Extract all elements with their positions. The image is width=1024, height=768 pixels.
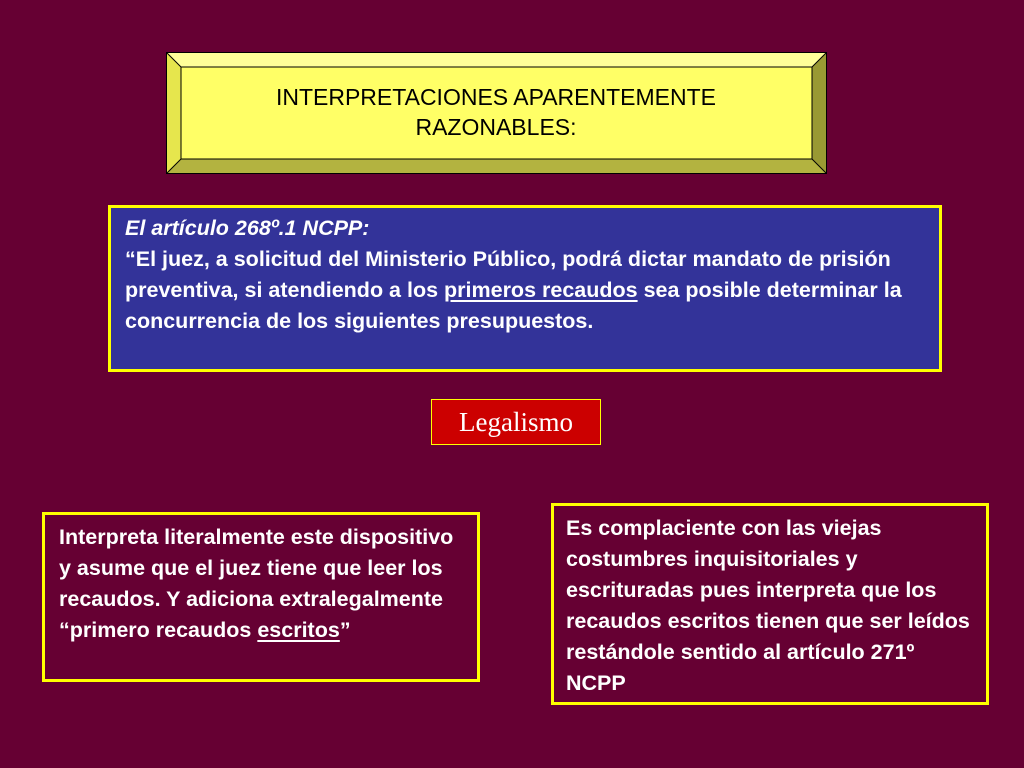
article-quote [125,244,929,337]
page-title-text: INTERPRETACIONES APARENTEMENTE RAZONABLES: [275,84,717,140]
left-note-closing: ” [339,618,351,642]
page-title [180,66,812,158]
article-quote-start: “El juez, a solicitud del Ministerio Público, podrá dictar mandato de prisión preventiva, si atendiendo a los [125,247,891,302]
article-quote-box [108,205,942,372]
left-note-underlined: escritos [257,618,340,642]
article-quote-underlined: primeros recaudos [444,278,638,302]
legalismo-label [431,399,601,445]
legalismo-label-text: Legalismo [459,406,573,437]
left-note-text: Interpreta literalmente este dispositivo y asume que el juez tiene que leer los recaudos. Y adiciona extralegalmente “primero recaudos [59,525,454,642]
article-quote-end: sea posible determinar la concurrencia de los siguientes presupuestos. [125,278,902,333]
left-note-box [42,512,480,682]
article-heading: El artículo 268º.1 NCPP: [125,216,370,240]
right-note-box [551,503,989,705]
right-note-text: Es complaciente con las viejas costumbres inquisitoriales y escrituradas pues interpreta que los recaudos escritos tienen que ser leídos restándole sentido al artículo 271º NCPP [566,516,970,695]
